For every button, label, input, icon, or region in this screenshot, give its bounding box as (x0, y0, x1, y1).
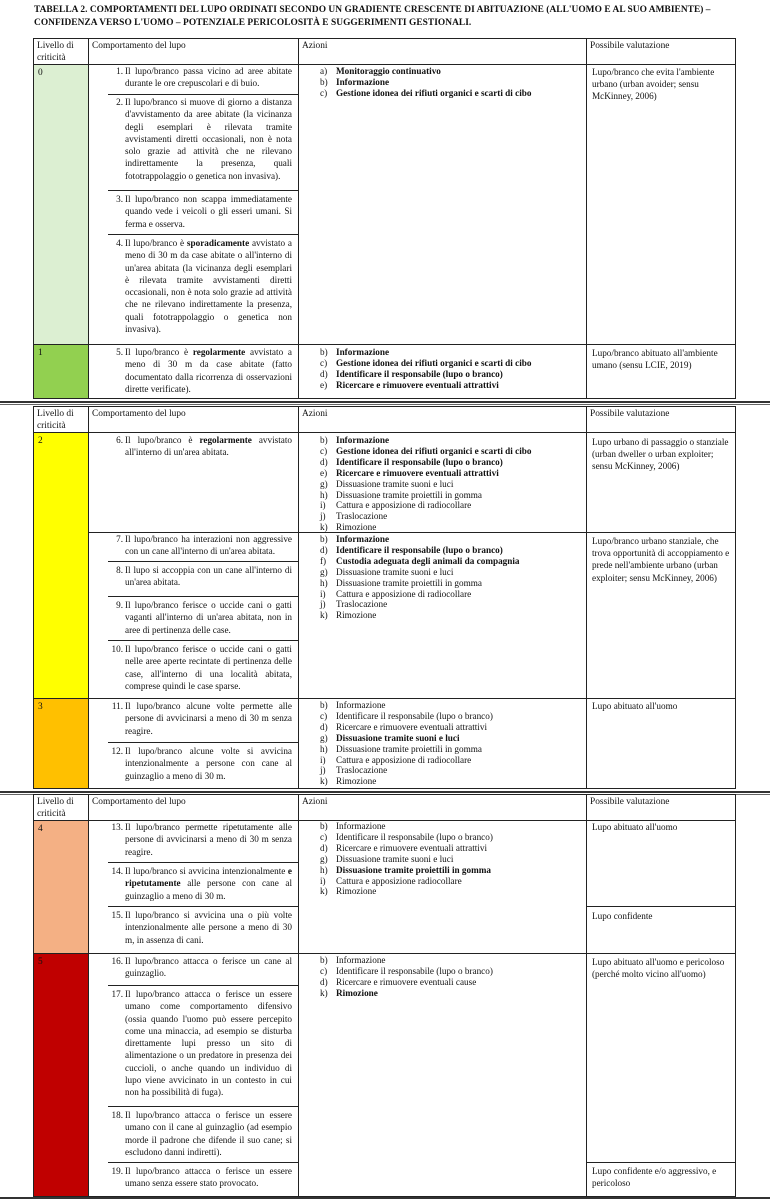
action-text: Traslocazione (336, 765, 388, 776)
behavior-item-14 (111, 865, 292, 902)
action-item (320, 88, 590, 99)
action-text: Rimozione (336, 610, 377, 621)
action-letter: g) (320, 853, 328, 864)
column-rule (298, 794, 299, 1197)
action-item (320, 545, 590, 556)
action-item (320, 865, 590, 876)
action-letter: i) (320, 500, 326, 511)
behavior-number: 1. (116, 66, 123, 76)
action-item (320, 578, 590, 589)
action-item (320, 534, 590, 545)
behavior-item-5 (116, 346, 292, 395)
behavior-text: Il lupo/branco si muove di giorno a distanza d'avvistamento da aree abitate (la vicinanza degli esemplari è rilevata tramite avvistamenti diretti occasionali, non è nota solo grazie ad attività che ne rilevano indirettamente la presenza, quali fototrappolaggio o genetica non invasiva). (125, 97, 292, 181)
actions-group-3 (320, 435, 590, 533)
column-rule (88, 38, 89, 399)
behavior-text: Il lupo/branco alcune volte permette alle persone di avvicinarsi a meno di 30 m senza reagire. (125, 701, 292, 736)
behavior-item-18 (111, 1109, 292, 1158)
action-letter: h) (320, 489, 328, 500)
evaluation-4: Lupo/branco urbano stanziale, che trova opportunità di accoppiamento e prede nell'ambiente urbano (urban exploiter; sensu McKinney, 2006) (592, 536, 730, 583)
behavior-number: 10. (111, 644, 123, 654)
action-letter: c) (320, 357, 328, 368)
action-letter: a) (320, 66, 328, 76)
behavior-text: avvistato all'interno di un'area abitata. (125, 435, 292, 458)
behavior-text: Il lupo/branco permette ripetutamente alle persone di avvicinarsi a meno di 30 m senza reagire. (125, 822, 292, 857)
action-letter: j) (320, 599, 326, 610)
action-letter: d) (320, 721, 328, 732)
behavior-text: Il lupo/branco ha interazioni non aggressive con un cane all'interno di un'area abitata. (125, 534, 292, 557)
action-item (320, 876, 590, 887)
action-text: Ricercare e rimuovere eventuali attrattivi (336, 842, 488, 853)
action-item (320, 843, 590, 854)
action-item (320, 347, 590, 358)
behavior-item-7 (116, 533, 292, 558)
behavior-rule (108, 94, 298, 95)
action-text: Rimozione (336, 776, 377, 787)
behavior-emphasis: regolarmente (192, 347, 246, 357)
action-text: Ricercare e rimuovere eventuali attrattivi (336, 379, 499, 390)
level-2-color-cell (34, 433, 88, 698)
behavior-number: 18. (111, 1110, 123, 1120)
column-rule (88, 794, 89, 1197)
action-letter: c) (320, 831, 328, 842)
header-evaluation: Possibile valutazione (590, 41, 670, 51)
action-item (320, 755, 590, 766)
action-text: Cattura e apposizione radiocollare (336, 875, 462, 886)
action-text: Dissuasione tramite proiettili in gomma (336, 489, 482, 500)
action-letter: b) (320, 821, 328, 831)
action-letter: i) (320, 875, 326, 886)
action-item (320, 522, 590, 533)
action-text: Rimozione (336, 987, 378, 998)
behavior-rule (108, 985, 298, 986)
behavior-number: 11. (111, 701, 123, 711)
action-letter: b) (320, 435, 328, 445)
header-evaluation: Possibile valutazione (590, 409, 670, 419)
evaluation-3: Lupo urbano di passaggio o stanziale (urban dweller o urban exploiter; sensu McKinney, 2006) (592, 437, 729, 472)
action-letter: b) (320, 76, 328, 87)
action-item (320, 610, 590, 621)
header-evaluation: Possibile valutazione (590, 797, 670, 807)
behavior-item-10 (111, 643, 292, 692)
level-5-color-cell (34, 954, 88, 1196)
behavior-rule (108, 906, 298, 907)
column-rule (298, 38, 299, 399)
action-text: Monitoraggio continuativo (336, 66, 441, 76)
action-item (320, 511, 590, 522)
behavior-item-16 (111, 955, 292, 980)
action-item (320, 988, 590, 999)
action-letter: c) (320, 965, 328, 976)
action-letter: b) (320, 347, 328, 357)
behavior-text: Il lupo/branco è (125, 347, 193, 357)
action-text: Identificare il responsabile (lupo o branco) (336, 368, 503, 379)
evaluation-2: Lupo/branco abituato all'ambiente umano (sensu LCIE, 2019) (592, 348, 718, 371)
behavior-emphasis: e ripetutamente (125, 866, 292, 889)
behavior-text: Il lupo/branco si avvicina una o più volte intenzionalmente alle persone a meno di 30 m, in assenza di cani. (125, 910, 292, 945)
action-item (320, 358, 590, 369)
level-4-color-cell (34, 821, 88, 953)
level-rule (33, 698, 735, 699)
action-text: Traslocazione (336, 511, 388, 522)
action-item (320, 468, 590, 479)
behavior-item-8 (116, 564, 292, 589)
action-text: Cattura e apposizione di radiocollare (336, 588, 472, 599)
action-letter: k) (320, 610, 328, 621)
actions-group-2 (320, 347, 590, 391)
action-letter: e) (320, 467, 328, 478)
behavior-text: Il lupo/branco è (125, 435, 200, 445)
action-text: Rimozione (336, 886, 377, 897)
action-text: Gestione idonea dei rifiuti organici e scarti di cibo (336, 87, 532, 98)
behavior-rule (108, 742, 298, 743)
action-item (320, 776, 590, 787)
action-item (320, 765, 590, 776)
behavior-number: 6. (116, 435, 123, 445)
behavior-number: 3. (116, 194, 123, 204)
behavior-number: 8. (116, 565, 123, 575)
behavior-text: Il lupo/branco è (125, 238, 187, 248)
actions-group-1 (320, 66, 590, 99)
actions-group-4 (320, 534, 590, 621)
level-1-color-cell (34, 345, 88, 398)
action-item (320, 977, 590, 988)
action-item (320, 832, 590, 843)
evaluation-9: Lupo confidente e/o aggressivo, e pericoloso (592, 1166, 717, 1189)
behavior-text: Il lupo/branco si avvicina intenzionalmente (125, 866, 288, 876)
action-letter: c) (320, 87, 328, 98)
action-item (320, 567, 590, 578)
action-letter: f) (320, 555, 327, 566)
level-0-label: 0 (38, 68, 43, 78)
behavior-item-3 (116, 193, 292, 230)
level-3-color-cell (34, 699, 88, 788)
level-0-color-cell (34, 65, 88, 344)
action-letter: i) (320, 754, 326, 765)
action-item (320, 589, 590, 600)
header-actions: Azioni (302, 409, 328, 419)
action-text: Dissuasione tramite suoni e luci (336, 853, 454, 864)
header-level: Livello di criticità (37, 797, 74, 819)
behavior-text: avvistato a meno di 30 m da case abitate (fatto documentato dalla ricorrenza di osservazioni dirette verificate). (125, 347, 292, 394)
action-text: Identificare il responsabile (lupo o branco) (336, 456, 503, 467)
action-letter: j) (320, 511, 326, 522)
behavior-item-4 (116, 237, 292, 335)
action-text: Informazione (336, 700, 386, 710)
action-text: Dissuasione tramite proiettili in gomma (336, 864, 491, 875)
behavior-item-9 (116, 599, 292, 636)
behavior-number: 14. (111, 866, 123, 876)
action-text: Ricercare e rimuovere eventuali attrattivi (336, 721, 488, 732)
behavior-text: Il lupo/branco ferisce o uccide cani o gatti nelle aree aperte recintate di pertinenza delle case, all'interno di una località abitata, comprese quindi le case sparse. (125, 644, 292, 691)
behavior-emphasis: regolarmente (199, 435, 252, 445)
action-letter: b) (320, 700, 328, 710)
action-letter: d) (320, 976, 328, 987)
level-5-label: 5 (38, 957, 43, 967)
behavior-number: 9. (116, 600, 123, 610)
behavior-number: 19. (111, 1166, 123, 1176)
header-behavior: Comportamento del lupo (92, 409, 186, 419)
action-item (320, 446, 590, 457)
behavior-item-12 (111, 745, 292, 782)
action-text: Identificare il responsabile (lupo o branco) (336, 710, 493, 721)
action-letter: k) (320, 776, 328, 787)
behavior-number: 7. (116, 534, 123, 544)
behavior-number: 17. (111, 989, 123, 999)
action-text: Traslocazione (336, 599, 388, 610)
action-text: Informazione (336, 435, 390, 445)
action-letter: e) (320, 379, 328, 390)
action-letter: g) (320, 732, 328, 743)
action-letter: i) (320, 588, 326, 599)
behavior-text: Il lupo/branco attacca o ferisce un essere umano come comportamento difensivo (ossia quando l'uomo può essere percepito come una minaccia, ad esempio se disturba direttamente lupi presso un sito di alimentazione o un predatore in presenza dei cuccioli, o anche quando un individuo di lupo viene avvicinato in un contesto in cui non ha possibilità di fuga). (125, 989, 292, 1098)
header-behavior: Comportamento del lupo (92, 41, 186, 51)
behavior-number: 4. (116, 238, 123, 248)
level-1-label: 1 (38, 348, 43, 358)
action-item (320, 744, 590, 755)
level-4-label: 4 (38, 824, 43, 834)
action-text: Dissuasione tramite proiettili in gomma (336, 743, 482, 754)
behavior-number: 16. (111, 956, 123, 966)
page-break-rule (0, 404, 770, 405)
behavior-number: 2. (116, 97, 123, 107)
behavior-text: Il lupo/branco passa vicino ad aree abitate durante le ore crepuscolari e di buio. (125, 66, 292, 89)
action-text: Informazione (336, 821, 386, 831)
action-letter: c) (320, 710, 328, 721)
action-text: Ricercare e rimuovere eventuali cause (336, 976, 477, 987)
action-letter: d) (320, 544, 328, 555)
behavior-item-6 (116, 434, 292, 459)
action-item (320, 733, 590, 744)
action-text: Informazione (336, 76, 390, 87)
behavior-number: 12. (111, 746, 123, 756)
column-rule (298, 406, 299, 789)
behavior-item-15 (111, 909, 292, 946)
behavior-item-17 (111, 988, 292, 1099)
action-letter: k) (320, 886, 328, 897)
evaluation-6: Lupo abituato all'uomo (592, 822, 678, 832)
action-text: Dissuasione tramite suoni e luci (336, 566, 454, 577)
behavior-text: Il lupo/branco alcune volte si avvicina intenzionalmente a persone con cane al guinzaglio a meno di 30 m. (125, 746, 292, 781)
action-text: Identificare il responsabile (lupo o branco) (336, 965, 493, 976)
behavior-text: Il lupo si accoppia con un cane all'interno di un'area abitata. (125, 565, 292, 588)
behavior-rule (108, 596, 298, 597)
action-item (320, 886, 590, 897)
behavior-rule (108, 190, 298, 191)
level-2-label: 2 (38, 436, 43, 446)
header-behavior: Comportamento del lupo (92, 797, 186, 807)
behavior-item-1 (116, 65, 292, 90)
action-letter: b) (320, 534, 328, 544)
behavior-text: Il lupo/branco attacca o ferisce un cane al guinzaglio. (125, 956, 292, 979)
header-rule (33, 432, 735, 433)
action-text: Identificare il responsabile (lupo o branco) (336, 544, 503, 555)
behavior-text: Il lupo/branco ferisce o uccide cani o gatti vaganti all'interno di un'area abitata, non in aree di pertinenza delle case. (125, 600, 292, 635)
action-item (320, 457, 590, 468)
behavior-rule (108, 561, 298, 562)
action-item (320, 77, 590, 88)
action-item (320, 556, 590, 567)
behavior-text: Il lupo/branco attacca o ferisce un essere umano senza essere stato provocato. (125, 1166, 292, 1189)
behavior-item-11 (111, 700, 292, 737)
action-text: Gestione idonea dei rifiuti organici e scarti di cibo (336, 445, 532, 456)
action-letter: d) (320, 842, 328, 853)
header-level: Livello di criticità (37, 41, 74, 63)
behavior-rule (108, 234, 298, 235)
evaluation-rule (586, 906, 735, 907)
behavior-emphasis: sporadicamente (186, 238, 250, 248)
behavior-rule (108, 862, 298, 863)
actions-group-7 (320, 955, 590, 999)
table-caption: TABELLA 2. COMPORTAMENTI DEL LUPO ORDINATI SECONDO UN GRADIENTE CRESCENTE DI ABITUAZIONE (ALL'UOMO E AL SUO AMBIENTE) – CONFIDENZA VERSO L'UOMO – POTENZIALE PERICOLOSITÀ E SUGGERIMENTI GESTIONALI. (34, 5, 711, 28)
action-item (320, 599, 590, 610)
behavior-number: 15. (111, 910, 123, 920)
action-item (320, 700, 590, 711)
page-break-rule (0, 791, 770, 793)
action-item (320, 500, 590, 511)
action-text: Informazione (336, 534, 390, 544)
behavior-rule (108, 1162, 298, 1163)
behavior-number: 13. (111, 822, 123, 832)
behavior-text: alle persone con cane al guinzaglio a meno di 30 m. (125, 878, 292, 901)
action-letter: d) (320, 368, 328, 379)
evaluation-8: Lupo abituato all'uomo e pericoloso (perché molto vicino all'uomo) (592, 957, 725, 980)
action-letter: j) (320, 765, 326, 776)
evaluation-7: Lupo confidente (592, 911, 653, 921)
behavior-text: Il lupo/branco attacca o ferisce un essere umano con il cane al guinzaglio (ad esempio morde il padrone che difende il suo cane; si escludono danni indiretti). (125, 1110, 292, 1157)
level-rule (33, 953, 735, 954)
header-actions: Azioni (302, 41, 328, 51)
behavior-text: avvistato a meno di 30 m da case abitate o all'interno di un'area abitata (la vicinanza degli esemplari è rilevata tramite avvistamenti diretti occasionali, non è nota solo grazie ad attività che ne rilevano indirettamente la presenza, quali fototrappolaggio o genetica non invasiva). (125, 238, 292, 335)
action-letter: k) (320, 987, 328, 998)
action-item (320, 435, 590, 446)
action-letter: b) (320, 955, 328, 965)
evaluation-5: Lupo abituato all'uomo (592, 701, 678, 711)
behavior-rule (108, 640, 298, 641)
page-break-rule (0, 401, 770, 403)
action-letter: g) (320, 478, 328, 489)
action-text: Informazione (336, 347, 390, 357)
header-actions: Azioni (302, 797, 328, 807)
action-letter: g) (320, 566, 328, 577)
action-text: Dissuasione tramite suoni e luci (336, 732, 460, 743)
action-item (320, 479, 590, 490)
action-text: Cattura e apposizione di radiocollare (336, 500, 472, 511)
header-level: Livello di criticità (37, 409, 74, 431)
action-letter: h) (320, 864, 328, 875)
action-letter: d) (320, 456, 328, 467)
evaluation-rule (586, 1162, 735, 1163)
behavior-item-2 (116, 96, 292, 182)
actions-group-5 (320, 700, 590, 787)
action-item (320, 380, 590, 391)
behavior-text: Il lupo/branco non scappa immediatamente quando vede i veicoli o gli esseri umani. Si ferma e osserva. (125, 194, 292, 229)
action-item (320, 711, 590, 722)
behavior-rule (108, 1106, 298, 1107)
behavior-item-13 (111, 821, 292, 858)
action-text: Cattura e apposizione di radiocollare (336, 754, 472, 765)
action-item (320, 966, 590, 977)
action-text: Ricercare e rimuovere eventuali attrattivi (336, 467, 499, 478)
behavior-number: 5. (116, 347, 123, 357)
action-text: Custodia adeguata degli animali da compagnia (336, 555, 520, 566)
action-letter: c) (320, 445, 328, 456)
actions-group-6 (320, 821, 590, 897)
action-text: Informazione (336, 955, 386, 965)
level-3-label: 3 (38, 702, 43, 712)
action-text: Dissuasione tramite suoni e luci (336, 478, 454, 489)
action-item (320, 722, 590, 733)
action-letter: h) (320, 743, 328, 754)
action-text: Identificare il responsabile (lupo o branco) (336, 831, 493, 842)
page-bottom-rule (0, 1197, 770, 1199)
action-item (320, 369, 590, 380)
behavior-item-19 (111, 1165, 292, 1190)
action-text: Gestione idonea dei rifiuti organici e scarti di cibo (336, 357, 532, 368)
action-item (320, 821, 590, 832)
action-item (320, 490, 590, 501)
column-rule (88, 406, 89, 789)
action-letter: h) (320, 577, 328, 588)
level-rule (33, 344, 735, 345)
action-item (320, 955, 590, 966)
action-text: Dissuasione tramite proiettili in gomma (336, 577, 482, 588)
action-item (320, 854, 590, 865)
action-text: Rimozione (336, 522, 377, 533)
action-letter: k) (320, 522, 328, 533)
action-item (320, 66, 590, 77)
evaluation-1: Lupo/branco che evita l'ambiente urbano (urban avoider; sensu McKinney, 2006) (592, 67, 715, 102)
